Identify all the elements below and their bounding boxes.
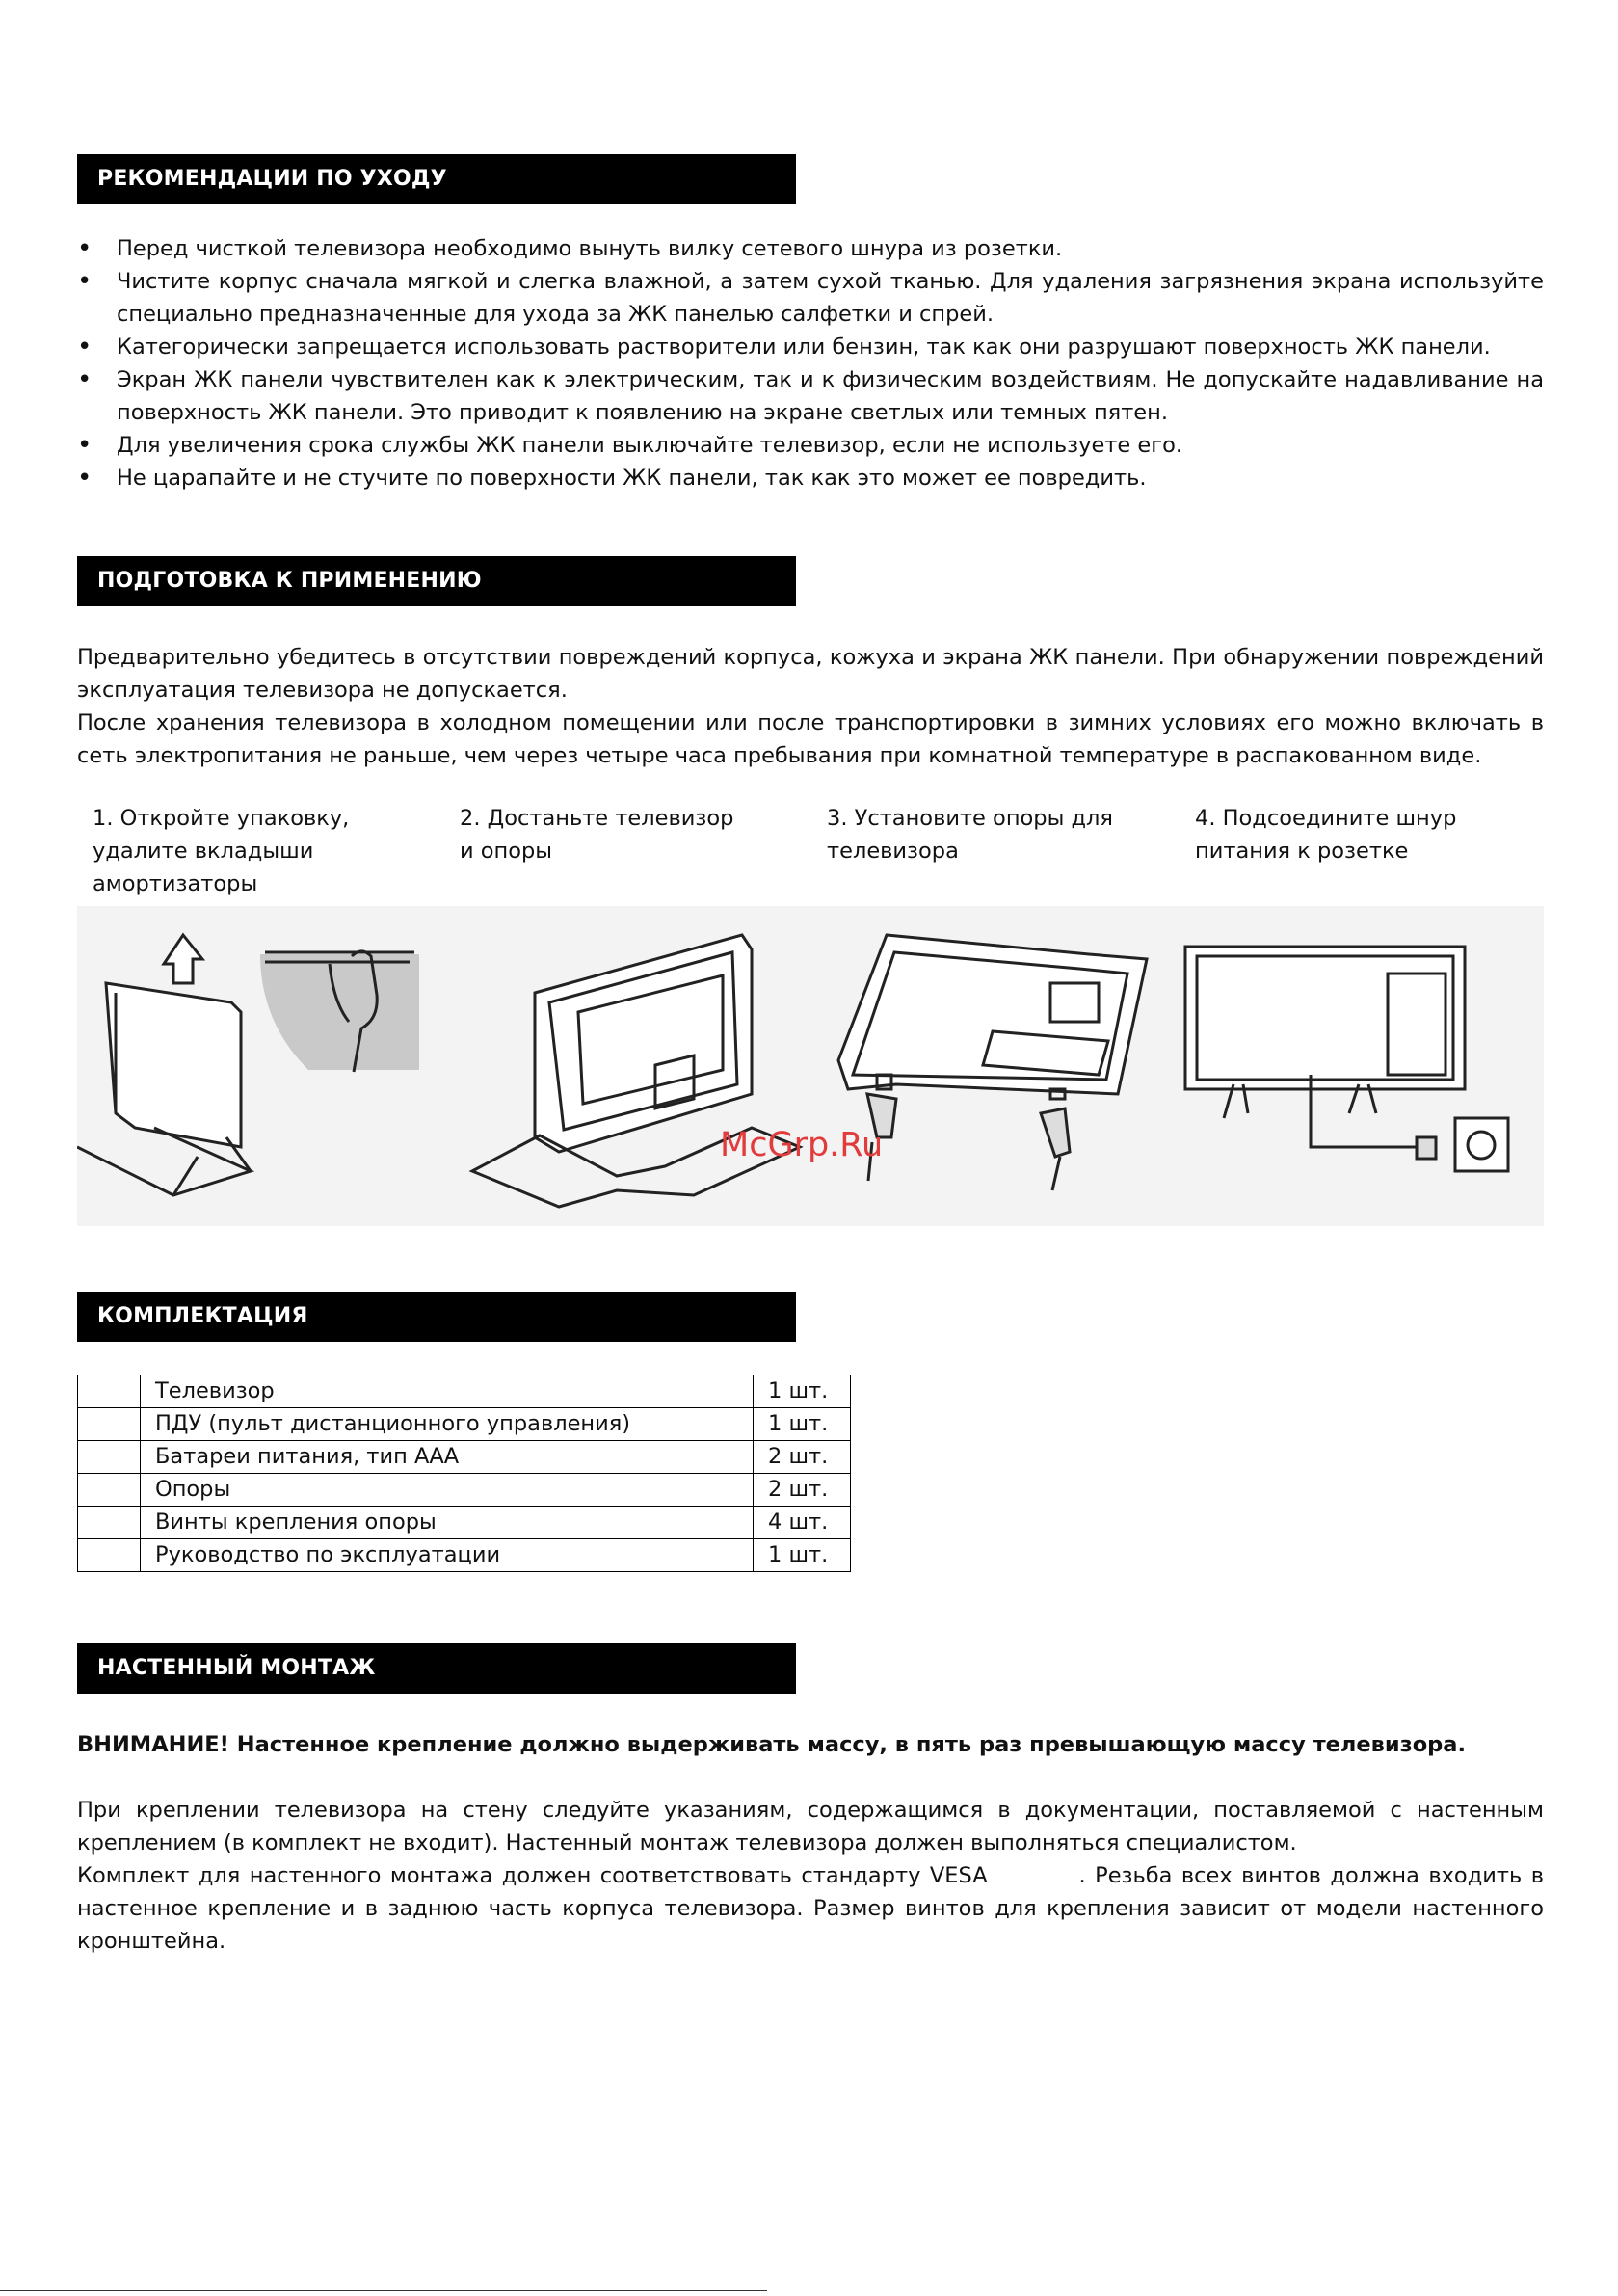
prep-paragraph-1: Предварительно убедитесь в отсутствии повреждений корпуса, кожуха и экрана ЖК панели. При обнаружении повреждений эксплуатация телевизора не допускается. bbox=[77, 645, 1544, 703]
list-item: • Категорически запрещается использовать растворители или бензин, так как они разрушают поверхность ЖК панели. bbox=[77, 331, 1544, 363]
table-row: Руководство по эксплуатации 1 шт. bbox=[78, 1539, 851, 1572]
footer-divider bbox=[0, 2290, 767, 2291]
wall-paragraph-2: Комплект для настенного монтажа должен соответствовать стандарту VESA . Резьба всех винтов должна входить в настенное крепление и в заднюю часть корпуса телевизора. Размер винтов для крепления зависит от модели настенного кронштейна. bbox=[77, 1863, 1552, 1954]
wall-paragraph-1: При креплении телевизора на стену следуйте указаниям, содержащимся в документации, поставляемой с настенным креплением (в комплект не входит). Настенный монтаж телевизора должен выполняться специалистом. bbox=[77, 1798, 1544, 1855]
step-2-caption: 2. Достаньте телевизор и опоры bbox=[460, 806, 734, 864]
prep-paragraph-2: После хранения телевизора в холодном помещении или после транспортировки в зимних условиях его можно включать в сеть электропитания не раньше, чем через четыре часа пребывания при комнатной температуре в распакованном виде. bbox=[77, 710, 1544, 768]
section-header-care: РЕКОМЕНДАЦИИ ПО УХОДУ bbox=[77, 154, 796, 204]
table-row: Телевизор 1 шт. bbox=[78, 1375, 851, 1408]
section-header-kit: КОМПЛЕКТАЦИЯ bbox=[77, 1292, 796, 1342]
setup-illustrations bbox=[77, 906, 1544, 1226]
table-row: ПДУ (пульт дистанционного управления) 1 шт. bbox=[78, 1408, 851, 1441]
step-3-caption: 3. Установите опоры для телевизора bbox=[827, 806, 1113, 864]
section-header-prep: ПОДГОТОВКА К ПРИМЕНЕНИЮ bbox=[77, 556, 796, 606]
list-item: • Не царапайте и не стучите по поверхности ЖК панели, так как это может ее повредить. bbox=[77, 462, 1544, 494]
list-item: • Экран ЖК панели чувствителен как к электрическим, так и к физическим воздействиям. Не допускайте надавливание на поверхность ЖК панели. Это приводит к появлению на экране светлых или темных пятен. bbox=[77, 363, 1544, 429]
step-4-caption: 4. Подсоедините шнур питания к розетке bbox=[1195, 806, 1457, 864]
list-item: • Чистите корпус сначала мягкой и слегка влажной, а затем сухой тканью. Для удаления загрязнения экрана используйте специально предназначенные для ухода за ЖК панелью салфетки и спрей. bbox=[77, 265, 1544, 331]
care-list bbox=[77, 232, 1544, 494]
step-1-caption: 1. Откройте упаковку, удалите вкладыши амортизаторы bbox=[93, 806, 350, 896]
table-row: Винты крепления опоры 4 шт. bbox=[78, 1507, 851, 1539]
list-item: • Для увеличения срока службы ЖК панели выключайте телевизор, если не используете его. bbox=[77, 429, 1544, 462]
wall-warning: ВНИМАНИЕ! Настенное крепление должно выдерживать массу, в пять раз превышающую массу телевизора. bbox=[77, 1732, 1467, 1757]
list-item: • Перед чисткой телевизора необходимо вынуть вилку сетевого шнура из розетки. bbox=[77, 232, 1544, 265]
kit-table bbox=[77, 1375, 851, 1572]
watermark: McGrp.Ru bbox=[720, 1126, 884, 1164]
section-header-wall: НАСТЕННЫЙ МОНТАЖ bbox=[77, 1643, 796, 1694]
table-row: Батареи питания, тип ААА 2 шт. bbox=[78, 1441, 851, 1474]
table-row: Опоры 2 шт. bbox=[78, 1474, 851, 1507]
